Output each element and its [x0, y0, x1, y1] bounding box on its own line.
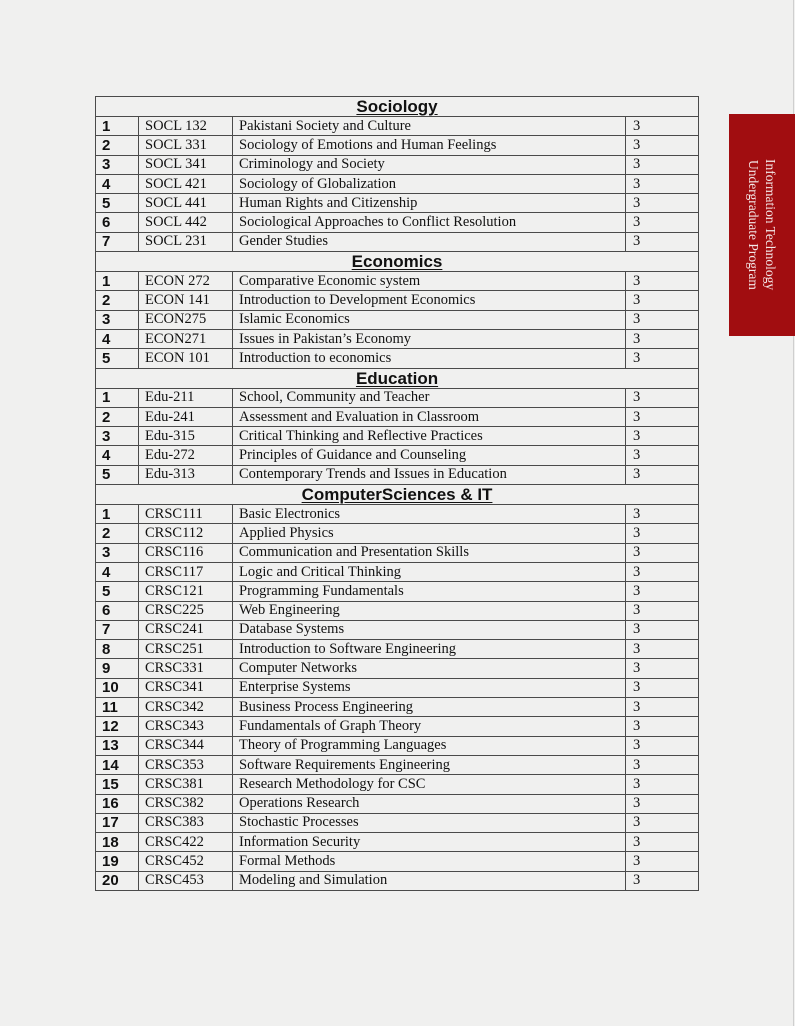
table-row	[96, 427, 699, 446]
course-code: SOCL 421	[139, 174, 233, 193]
credit-hours: 3	[626, 272, 699, 291]
row-number: 3	[96, 427, 139, 446]
course-code: CRSC241	[139, 620, 233, 639]
course-title: Principles of Guidance and Counseling	[233, 446, 626, 465]
course-title: Assessment and Evaluation in Classroom	[233, 407, 626, 426]
course-code: CRSC112	[139, 524, 233, 543]
credit-hours: 3	[626, 582, 699, 601]
credit-hours: 3	[626, 427, 699, 446]
course-code: SOCL 341	[139, 155, 233, 174]
row-number: 20	[96, 871, 139, 890]
course-code: CRSC251	[139, 640, 233, 659]
course-title: Islamic Economics	[233, 310, 626, 329]
table-row	[96, 136, 699, 155]
row-number: 17	[96, 813, 139, 832]
table-row	[96, 678, 699, 697]
table-row	[96, 155, 699, 174]
row-number: 16	[96, 794, 139, 813]
table-row	[96, 871, 699, 890]
section-header-cell	[96, 485, 699, 505]
row-number: 7	[96, 232, 139, 251]
credit-hours: 3	[626, 678, 699, 697]
row-number: 5	[96, 194, 139, 213]
credit-hours: 3	[626, 562, 699, 581]
credit-hours: 3	[626, 813, 699, 832]
section-header-row	[96, 97, 699, 117]
table-row	[96, 194, 699, 213]
section-title: ComputerSciences & IT	[301, 485, 493, 505]
course-title: Enterprise Systems	[233, 678, 626, 697]
table-row	[96, 117, 699, 136]
credit-hours: 3	[626, 407, 699, 426]
course-title: Database Systems	[233, 620, 626, 639]
course-title: Research Methodology for CSC	[233, 775, 626, 794]
course-title: Theory of Programming Languages	[233, 736, 626, 755]
row-number: 1	[96, 505, 139, 524]
side-tab-line-2: Undergraduate Program	[746, 160, 761, 290]
course-code: CRSC342	[139, 698, 233, 717]
section-title: Sociology	[356, 97, 438, 116]
course-code: CRSC353	[139, 755, 233, 774]
course-code: CRSC422	[139, 833, 233, 852]
row-number: 1	[96, 388, 139, 407]
course-code: CRSC111	[139, 505, 233, 524]
credit-hours: 3	[626, 736, 699, 755]
row-number: 15	[96, 775, 139, 794]
credit-hours: 3	[626, 194, 699, 213]
row-number: 4	[96, 562, 139, 581]
table-row	[96, 349, 699, 368]
course-title: Formal Methods	[233, 852, 626, 871]
table-row	[96, 407, 699, 426]
credit-hours: 3	[626, 136, 699, 155]
table-row	[96, 813, 699, 832]
table-row	[96, 213, 699, 232]
course-code: Edu-211	[139, 388, 233, 407]
credit-hours: 3	[626, 310, 699, 329]
course-code: Edu-313	[139, 465, 233, 484]
course-code: CRSC383	[139, 813, 233, 832]
course-code: CRSC341	[139, 678, 233, 697]
table-row	[96, 329, 699, 348]
course-code: CRSC121	[139, 582, 233, 601]
row-number: 3	[96, 155, 139, 174]
course-title: Information Security	[233, 833, 626, 852]
course-table-body	[96, 97, 699, 891]
credit-hours: 3	[626, 717, 699, 736]
side-tab-line-1: Information Technology	[763, 159, 778, 291]
row-number: 4	[96, 174, 139, 193]
course-title: Sociology of Emotions and Human Feelings	[233, 136, 626, 155]
row-number: 19	[96, 852, 139, 871]
table-row	[96, 620, 699, 639]
section-header-cell	[96, 368, 699, 388]
table-row	[96, 388, 699, 407]
section-header-cell	[96, 252, 699, 272]
course-code: CRSC382	[139, 794, 233, 813]
row-number: 13	[96, 736, 139, 755]
row-number: 1	[96, 117, 139, 136]
course-title: Criminology and Society	[233, 155, 626, 174]
course-title: Software Requirements Engineering	[233, 755, 626, 774]
course-code: Edu-272	[139, 446, 233, 465]
table-row	[96, 524, 699, 543]
section-title: Economics	[351, 252, 443, 272]
course-code: ECON271	[139, 329, 233, 348]
course-title: Issues in Pakistan’s Economy	[233, 329, 626, 348]
course-title: Modeling and Simulation	[233, 871, 626, 890]
table-row	[96, 833, 699, 852]
table-row	[96, 601, 699, 620]
course-title: Communication and Presentation Skills	[233, 543, 626, 562]
row-number: 2	[96, 407, 139, 426]
course-code: CRSC381	[139, 775, 233, 794]
credit-hours: 3	[626, 446, 699, 465]
course-code: SOCL 441	[139, 194, 233, 213]
course-title: Contemporary Trends and Issues in Education	[233, 465, 626, 484]
table-row	[96, 465, 699, 484]
credit-hours: 3	[626, 465, 699, 484]
row-number: 4	[96, 329, 139, 348]
course-title: Web Engineering	[233, 601, 626, 620]
table-row	[96, 659, 699, 678]
course-title: Basic Electronics	[233, 505, 626, 524]
credit-hours: 3	[626, 329, 699, 348]
credit-hours: 3	[626, 755, 699, 774]
credit-hours: 3	[626, 659, 699, 678]
table-row	[96, 446, 699, 465]
row-number: 9	[96, 659, 139, 678]
course-code: CRSC225	[139, 601, 233, 620]
course-title: Introduction to Development Economics	[233, 291, 626, 310]
course-title: Stochastic Processes	[233, 813, 626, 832]
course-title: Introduction to economics	[233, 349, 626, 368]
side-tab-text	[729, 114, 795, 336]
course-title: School, Community and Teacher	[233, 388, 626, 407]
credit-hours: 3	[626, 775, 699, 794]
credit-hours: 3	[626, 349, 699, 368]
table-row	[96, 852, 699, 871]
course-title: Pakistani Society and Culture	[233, 117, 626, 136]
row-number: 11	[96, 698, 139, 717]
course-code: CRSC343	[139, 717, 233, 736]
side-tab	[729, 114, 795, 336]
course-code: CRSC452	[139, 852, 233, 871]
row-number: 6	[96, 213, 139, 232]
credit-hours: 3	[626, 524, 699, 543]
course-title: Computer Networks	[233, 659, 626, 678]
credit-hours: 3	[626, 871, 699, 890]
course-title: Critical Thinking and Reflective Practices	[233, 427, 626, 446]
table-row	[96, 794, 699, 813]
section-header-row	[96, 252, 699, 272]
course-title: Human Rights and Citizenship	[233, 194, 626, 213]
course-code: CRSC116	[139, 543, 233, 562]
course-code: CRSC453	[139, 871, 233, 890]
course-title: Programming Fundamentals	[233, 582, 626, 601]
course-title: Business Process Engineering	[233, 698, 626, 717]
credit-hours: 3	[626, 155, 699, 174]
table-row	[96, 775, 699, 794]
course-code: SOCL 442	[139, 213, 233, 232]
credit-hours: 3	[626, 505, 699, 524]
course-title: Applied Physics	[233, 524, 626, 543]
section-header-row	[96, 485, 699, 505]
table-row	[96, 755, 699, 774]
section-title: Education	[355, 368, 439, 388]
course-title: Operations Research	[233, 794, 626, 813]
row-number: 2	[96, 136, 139, 155]
table-row	[96, 736, 699, 755]
course-code: Edu-241	[139, 407, 233, 426]
table-row	[96, 640, 699, 659]
credit-hours: 3	[626, 794, 699, 813]
credit-hours: 3	[626, 388, 699, 407]
course-code: SOCL 331	[139, 136, 233, 155]
course-table	[95, 96, 699, 891]
course-code: ECON 101	[139, 349, 233, 368]
table-row	[96, 174, 699, 193]
course-code: CRSC344	[139, 736, 233, 755]
credit-hours: 3	[626, 698, 699, 717]
row-number: 10	[96, 678, 139, 697]
section-header-row	[96, 368, 699, 388]
table-row	[96, 582, 699, 601]
row-number: 5	[96, 349, 139, 368]
row-number: 12	[96, 717, 139, 736]
row-number: 2	[96, 524, 139, 543]
row-number: 7	[96, 620, 139, 639]
row-number: 8	[96, 640, 139, 659]
table-row	[96, 272, 699, 291]
row-number: 18	[96, 833, 139, 852]
course-code: ECON 141	[139, 291, 233, 310]
side-tab-label	[745, 159, 779, 290]
credit-hours: 3	[626, 620, 699, 639]
table-row	[96, 543, 699, 562]
course-title: Introduction to Software Engineering	[233, 640, 626, 659]
credit-hours: 3	[626, 117, 699, 136]
course-title: Sociology of Globalization	[233, 174, 626, 193]
course-title: Fundamentals of Graph Theory	[233, 717, 626, 736]
course-code: CRSC331	[139, 659, 233, 678]
table-row	[96, 698, 699, 717]
course-code: CRSC117	[139, 562, 233, 581]
course-title: Comparative Economic system	[233, 272, 626, 291]
credit-hours: 3	[626, 291, 699, 310]
row-number: 5	[96, 465, 139, 484]
credit-hours: 3	[626, 232, 699, 251]
course-code: SOCL 132	[139, 117, 233, 136]
course-code: ECON 272	[139, 272, 233, 291]
row-number: 4	[96, 446, 139, 465]
table-row	[96, 505, 699, 524]
credit-hours: 3	[626, 833, 699, 852]
table-row	[96, 562, 699, 581]
section-header-cell	[96, 97, 699, 117]
credit-hours: 3	[626, 543, 699, 562]
course-title: Gender Studies	[233, 232, 626, 251]
course-code: SOCL 231	[139, 232, 233, 251]
table-row	[96, 717, 699, 736]
table-row	[96, 310, 699, 329]
course-code: Edu-315	[139, 427, 233, 446]
table-row	[96, 291, 699, 310]
credit-hours: 3	[626, 601, 699, 620]
row-number: 1	[96, 272, 139, 291]
course-title: Logic and Critical Thinking	[233, 562, 626, 581]
course-title: Sociological Approaches to Conflict Resolution	[233, 213, 626, 232]
course-code: ECON275	[139, 310, 233, 329]
row-number: 3	[96, 543, 139, 562]
credit-hours: 3	[626, 852, 699, 871]
credit-hours: 3	[626, 174, 699, 193]
credit-hours: 3	[626, 213, 699, 232]
table-row	[96, 232, 699, 251]
row-number: 14	[96, 755, 139, 774]
row-number: 5	[96, 582, 139, 601]
credit-hours: 3	[626, 640, 699, 659]
row-number: 3	[96, 310, 139, 329]
row-number: 6	[96, 601, 139, 620]
row-number: 2	[96, 291, 139, 310]
